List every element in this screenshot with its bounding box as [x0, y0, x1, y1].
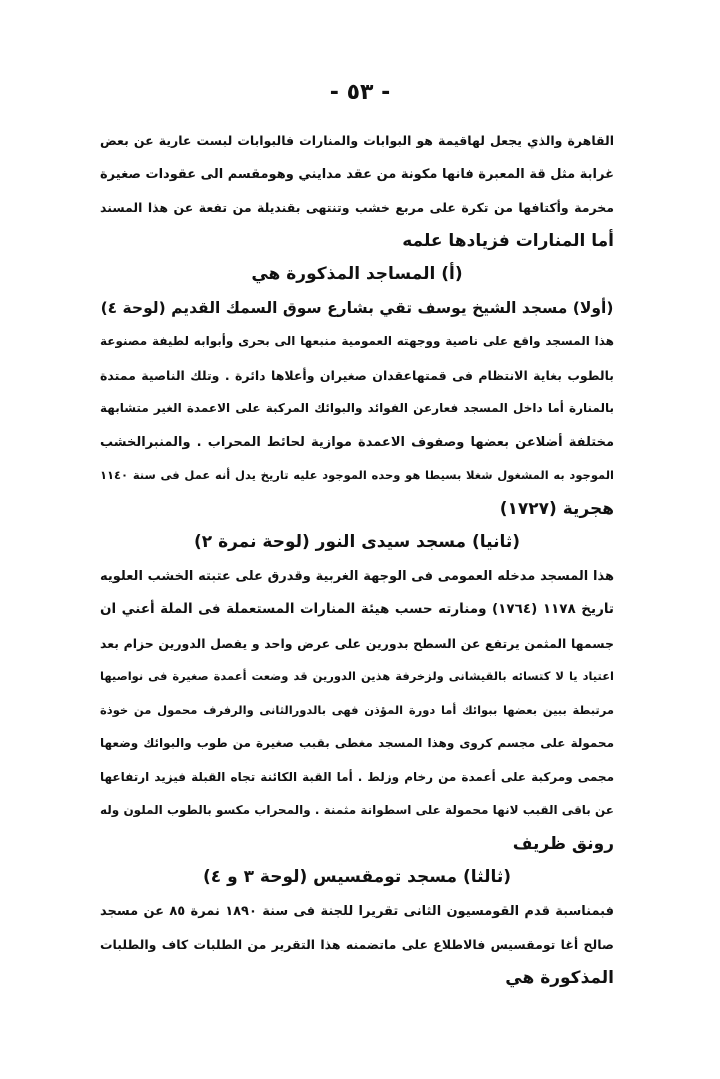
text-line: غرابة مثل قة المعبرة فانها مكونة من عقد مدايني وهومقسم الى عقودات صغيرة — [100, 166, 614, 182]
text-line: مخرمة وأكتافها من تكرة على مربع خشب وتنتهى بقنديلة من تفعة عن هذا المسند — [100, 200, 614, 215]
text-line: محمولة على مجسم كروى وهذا المسجد مغطى بقبب صغيرة من طوب والبوائك وضعها — [100, 736, 614, 750]
text-line: أما المنارات فزيادها علمه — [402, 230, 614, 251]
page-body — [100, 124, 614, 995]
text-line: مجمى ومركبة على أعمدة من رخام وزلط . أما القبة الكائنة تجاه القبلة فيزيد ارتفاعها — [100, 769, 614, 784]
section-heading: (أ) المساجد المذكورة هي — [251, 264, 463, 284]
text-line: اعتياد يا لا كتسائه بالقيشانى ولزخرفة هذين الدورين قد وضعت أعمدة صغيرة فى نواصيها — [100, 669, 614, 683]
text-line: صالح أغا تومقسيس فالاطلاع على ماتضمنه هذا التقرير من الطلبات كاف والطلبات — [100, 937, 614, 952]
text-line: بالمنارة أما داخل المسجد فعارعن الفوائد والبوائك المركبة على الاعمدة الغير متشابهة — [100, 401, 614, 415]
page-number: - ٥٣ - — [329, 80, 391, 105]
text-line: جسمها المثمن يرتفع عن السطح بدورين على عرض واحد و يفصل الدورين حزام بعد — [100, 635, 614, 651]
text-line: هذا المسجد مدخله العمومى فى الوجهة الغربية وقدرق على عتبته الخشب العلويه — [100, 568, 614, 584]
subsection-heading: (أولا) مسجد الشيخ يوسف تقي بشارع سوق السمك القديم (لوحة ٤) — [100, 298, 614, 317]
text-line: القاهرة والذي يجعل لهاقيمة هو البوابات والمنارات فالبوابات لبست عارية عن بعض — [100, 133, 614, 148]
text-line: عن باقى القبب لانها محمولة على اسطوانة مثمنة . والمحراب مكسو بالطوب الملون وله — [100, 803, 614, 817]
text-line: تاريخ ١١٧٨ (١٧٦٤) ومنارته حسب هيئة المنارات المستعملة فى الملة أعني ان — [100, 601, 614, 617]
subsection-heading: (ثانيا) مسجد سيدى النور (لوحة نمرة ٢) — [193, 532, 520, 552]
text-line: بالطوب بغاية الانتظام فى قمتهاعقدان صغيران وأعلاها دائرة . وتلك الناصية ممتدة — [100, 367, 614, 383]
text-line: رونق ظريف — [512, 833, 614, 854]
text-line: مرتبطة ببين بعضها ببوائك أما دورة المؤذن فهى بالدورالثانى والرفرف محمول من خوذة — [100, 702, 614, 717]
text-line: الموجود به المشغول شغلا بسيطا هو وحده الموجود عليه تاريخ يدل أنه عمل فى سنة ١١٤٠ — [100, 468, 614, 482]
subsection-heading: (ثالثا) مسجد تومقسيس (لوحة ٣ و ٤) — [203, 867, 511, 887]
text-line: هذا المسجد واقع على ناصية ووجهته العمومية منبعها الى بحرى وأبوابه لطيفة مصنوعة — [100, 334, 614, 348]
text-line: مختلفة أضلاعن بعضها وصفوف الاعمدة موازية لحائط المحراب . والمنبرالخشب — [100, 434, 614, 450]
text-line: فبمناسبة قدم القومسيون الثانى تقريرا للجنة فى سنة ١٨٩٠ نمرة ٨٥ عن مسجد — [100, 903, 614, 919]
text-line: هجرية (١٧٢٧) — [499, 498, 614, 519]
text-line: المذكورة هي — [505, 967, 614, 988]
